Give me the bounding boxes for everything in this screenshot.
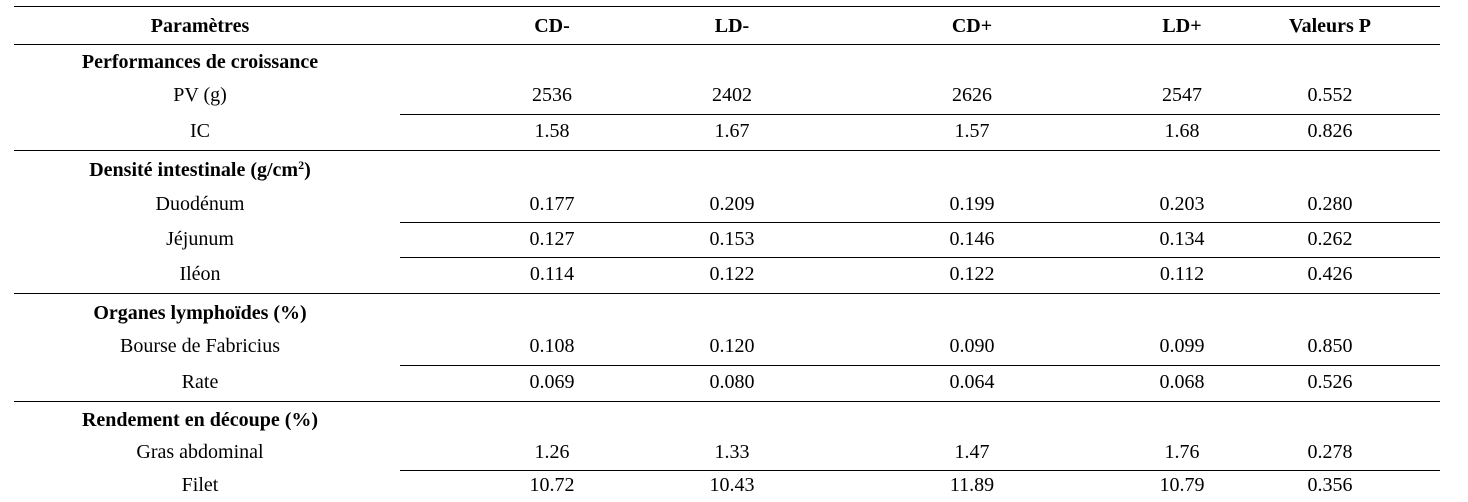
cell-ld-minus: 0.122 [709, 263, 755, 285]
cell-p-value: 0.552 [1307, 84, 1353, 106]
section-title-row [0, 154, 1440, 187]
header-parametres: Paramètres [150, 15, 250, 37]
table-row [0, 436, 1440, 469]
cell-ld-minus: 1.67 [714, 120, 750, 142]
cell-cd-minus: 10.72 [529, 474, 575, 496]
header-valeurs-p: Valeurs P [1288, 15, 1372, 37]
cell-ld-plus: 0.203 [1159, 193, 1205, 215]
header-cd-minus: CD- [534, 15, 570, 37]
table-row [0, 366, 1440, 399]
cell-ld-minus: 0.209 [709, 193, 755, 215]
row-label: Duodénum [155, 193, 245, 215]
table-row [0, 223, 1440, 256]
cell-cd-minus: 0.069 [529, 371, 575, 393]
cell-p-value: 0.278 [1307, 441, 1353, 463]
header-cd-plus: CD+ [951, 15, 993, 37]
cell-cd-minus: 2536 [532, 84, 572, 106]
cell-p-value: 0.356 [1307, 474, 1353, 496]
row-label: Filet [181, 474, 219, 496]
table-row [0, 115, 1440, 148]
cell-cd-plus: 0.146 [949, 228, 995, 250]
section-separator-rule [14, 401, 1440, 402]
row-label: IC [190, 120, 210, 142]
table-row [0, 330, 1440, 363]
row-label: Rate [181, 371, 219, 393]
row-label: Iléon [179, 263, 221, 285]
header-ld-minus: LD- [714, 15, 750, 37]
table-row [0, 79, 1440, 112]
cell-cd-minus: 0.114 [529, 263, 575, 285]
cell-ld-plus: 1.68 [1164, 120, 1200, 142]
cell-cd-plus: 2626 [952, 84, 992, 106]
cell-ld-plus: 0.112 [1159, 263, 1205, 285]
section-title-suffix: ) [304, 159, 311, 181]
section-title-row [0, 297, 1440, 330]
row-label: Bourse de Fabricius [120, 335, 280, 357]
cell-cd-plus: 0.064 [949, 371, 995, 393]
section-title-text: Densité intestinale (g/cm [89, 159, 299, 181]
cell-ld-minus: 0.120 [709, 335, 755, 357]
row-label: PV (g) [173, 84, 227, 106]
superscript-exponent: 2 [298, 158, 305, 172]
cell-ld-minus: 10.43 [709, 474, 755, 496]
table-top-rule [14, 6, 1440, 7]
header-bottom-rule [14, 44, 1440, 45]
cell-cd-minus: 0.127 [529, 228, 575, 250]
row-label: Jéjunum [166, 228, 234, 250]
cell-p-value: 0.262 [1307, 228, 1353, 250]
cell-ld-plus: 0.099 [1159, 335, 1205, 357]
section-title-organes: Organes lymphoïdes (%) [93, 302, 307, 324]
section-title-row [0, 404, 1440, 437]
section-title-croissance: Performances de croissance [81, 51, 319, 73]
cell-ld-plus: 0.068 [1159, 371, 1205, 393]
section-separator-rule [14, 150, 1440, 151]
cell-ld-plus: 2547 [1162, 84, 1202, 106]
row-label: Gras abdominal [136, 441, 264, 463]
cell-p-value: 0.526 [1307, 371, 1353, 393]
cell-ld-minus: 1.33 [714, 441, 750, 463]
cell-ld-plus: 10.79 [1159, 474, 1205, 496]
cell-cd-minus: 1.26 [534, 441, 570, 463]
cell-ld-plus: 0.134 [1159, 228, 1205, 250]
cell-p-value: 0.426 [1307, 263, 1353, 285]
cell-ld-minus: 0.080 [709, 371, 755, 393]
section-title-densite [0, 154, 400, 187]
table-row [0, 188, 1440, 221]
cell-ld-minus: 2402 [712, 84, 752, 106]
cell-cd-minus: 0.108 [529, 335, 575, 357]
header-ld-plus: LD+ [1162, 15, 1202, 37]
cell-cd-minus: 1.58 [534, 120, 570, 142]
cell-cd-plus: 0.090 [949, 335, 995, 357]
section-title-rendement: Rendement en découpe (%) [81, 409, 319, 431]
section-title-row [0, 46, 1440, 79]
cell-cd-plus: 0.199 [949, 193, 995, 215]
cell-p-value: 0.826 [1307, 120, 1353, 142]
section-separator-rule [14, 293, 1440, 294]
cell-cd-plus: 11.89 [949, 474, 995, 496]
table-row [0, 469, 1440, 502]
cell-cd-plus: 0.122 [949, 263, 995, 285]
cell-cd-minus: 0.177 [529, 193, 575, 215]
table-header-row [0, 10, 1440, 43]
cell-ld-plus: 1.76 [1164, 441, 1200, 463]
cell-ld-minus: 0.153 [709, 228, 755, 250]
cell-p-value: 0.850 [1307, 335, 1353, 357]
cell-p-value: 0.280 [1307, 193, 1353, 215]
cell-cd-plus: 1.57 [954, 120, 990, 142]
table-row [0, 258, 1440, 291]
cell-cd-plus: 1.47 [954, 441, 990, 463]
